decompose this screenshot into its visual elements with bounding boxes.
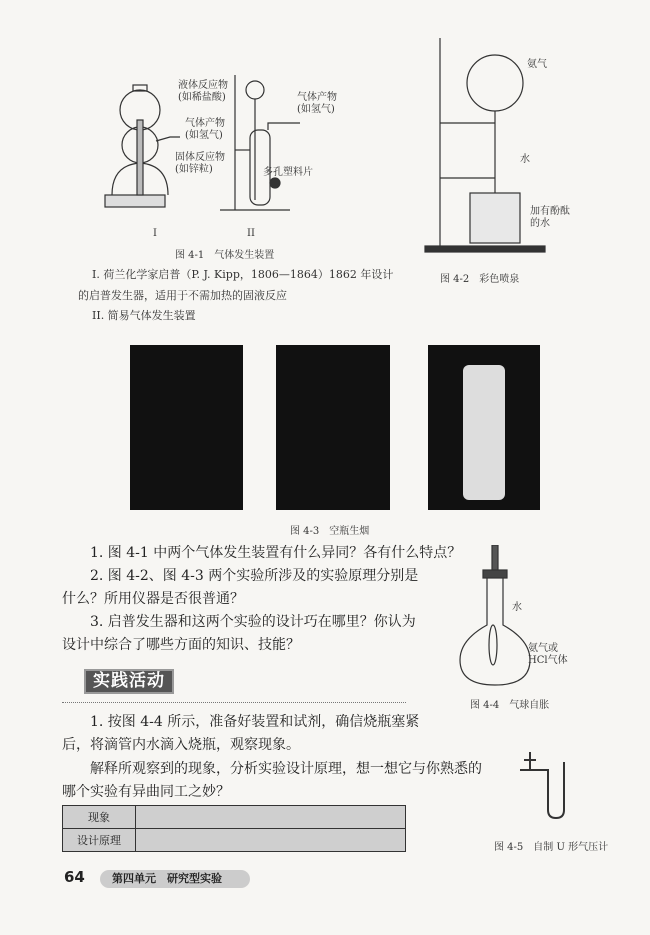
row-label: 现象 <box>63 806 136 829</box>
table-row <box>63 806 406 829</box>
fig41-note1a: I. 荷兰化学家启普（P. J. Kipp，1806—1864）1862 年设计 <box>92 268 394 281</box>
fig45-caption: 图 4-5 自制 U 形气压计 <box>494 842 609 853</box>
label-solid-eg: (如锌粒) <box>175 164 213 175</box>
activity-p1a: 1. 按图 4-4 所示，准备好装置和试剂，确信烧瓶塞紧 <box>90 714 420 730</box>
label-liquid-eg: (如稀盐酸) <box>178 92 226 103</box>
balloon-flask-diagram <box>455 545 545 690</box>
question-3b: 设计中综合了哪些方面的知识、技能？ <box>62 637 300 653</box>
label-gas-eg: (如氢气) <box>185 130 223 141</box>
fig44-caption: 图 4-4 气球自胀 <box>470 700 550 711</box>
fig41-caption: 图 4-1 气体发生装置 <box>175 250 275 261</box>
question-3a: 3. 启普发生器和这两个实验的设计巧在哪里？你认为 <box>90 614 416 630</box>
row-label: 设计原理 <box>63 829 136 852</box>
question-1: 1. 图 4-1 中两个气体发生装置有什么异同？各有什么特点？ <box>90 545 462 561</box>
row-value[interactable] <box>136 806 406 829</box>
fig42-caption: 图 4-2 彩色喷泉 <box>440 274 520 285</box>
activity-p2b: 哪个实验有异曲同工之妙？ <box>62 784 230 800</box>
fig41-note2: II. 简易气体发生装置 <box>92 309 196 322</box>
label-water-4-4: 水 <box>512 602 522 613</box>
label-gas-4-4b: HCl气体 <box>528 655 568 666</box>
label-I: I <box>153 228 157 239</box>
row-value[interactable] <box>136 829 406 852</box>
activity-p2a: 解释所观察到的现象，分析实验设计原理，想一想它与你熟悉的 <box>90 761 482 777</box>
photo-empty-bottles <box>130 345 243 510</box>
label-phenol1: 加有酚酞 <box>530 206 570 217</box>
label-gas2: 气体产物 <box>297 92 337 103</box>
unit-label: 第四单元 研究型实验 <box>100 870 250 888</box>
fig41-note1b: 的启普发生器，适用于不需加热的固液反应 <box>78 289 287 302</box>
label-phenol2: 的水 <box>530 218 550 229</box>
observation-table <box>62 805 406 852</box>
dotted-divider <box>62 702 406 703</box>
label-ammonia: 氨气 <box>527 59 547 70</box>
question-2a: 2. 图 4-2、图 4-3 两个实验所涉及的实验原理分别是 <box>90 568 419 584</box>
label-liquid: 液体反应物 <box>178 80 228 91</box>
label-gas-4-4a: 氨气或 <box>528 643 558 654</box>
label-gas2-eg: (如氢气) <box>297 104 335 115</box>
page-number: 64 <box>64 868 85 886</box>
label-gas: 气体产物 <box>185 118 225 129</box>
label-II: II <box>247 228 255 239</box>
question-2b: 什么？所用仪器是否很普通？ <box>62 591 244 607</box>
photo-smoke-forming <box>276 345 390 510</box>
label-plate: 多孔塑料片 <box>263 167 313 178</box>
activity-p1b: 后，将滴管内水滴入烧瓶，观察现象。 <box>62 737 300 753</box>
photo-smoke-filled <box>428 345 540 510</box>
practice-activity-banner: 实践活动 <box>84 669 174 694</box>
label-water: 水 <box>520 154 530 165</box>
table-row <box>63 829 406 852</box>
fig43-caption: 图 4-3 空瓶生烟 <box>290 526 370 537</box>
u-tube-manometer-diagram <box>518 752 598 822</box>
label-solid: 固体反应物 <box>175 152 225 163</box>
